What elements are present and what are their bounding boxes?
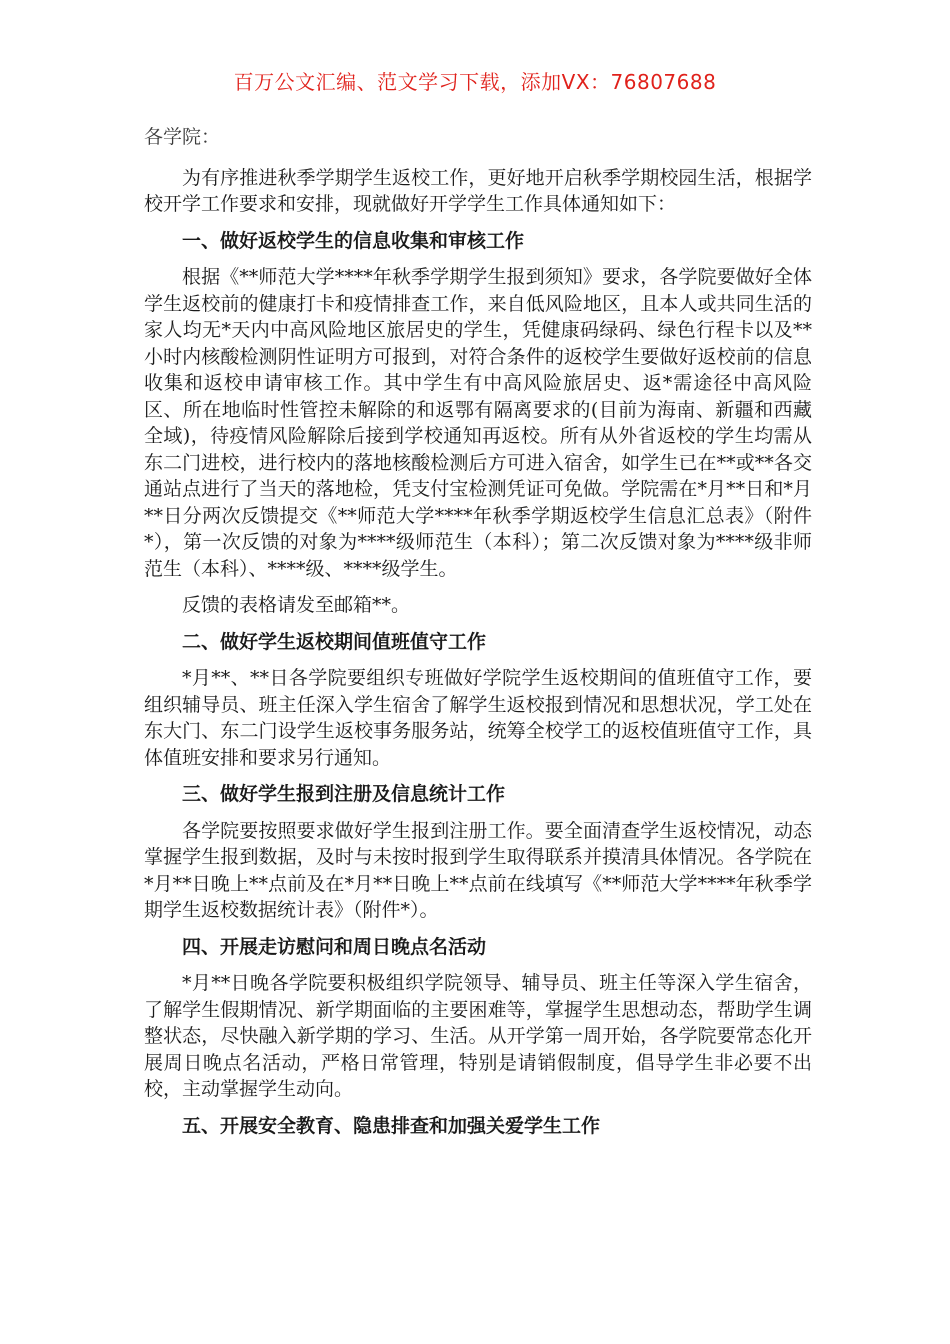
section-heading-1: 一、做好返校学生的信息收集和审核工作 <box>182 229 525 252</box>
section-1-paragraph-1: 根据《**师范大学****年秋季学期学生报到须知》要求，各学院要做好全体学生返校前的健康打卡和疫情排查工作，来自低风险地区，且本人或共同生活的家人均无*天内中高风险地区旅居史的学生，凭健康码绿码、绿色行程卡以及**小时内核酸检测阴性证明方可报到，对符合条件的返校学生要做好返校前的信息收集和返校申请审核工作。其中学生有中高风险旅居史、返*需途径中高风险区、所在地临时性管控未解除的和返鄂有隔离要求的(目前为海南、新疆和西藏全域)，待疫情风险解除后接到学校通知再返校。所有从外省返校的学生均需从东二门进校，进行校内的落地核酸检测后方可进入宿舍，如学生已在**或**各交通站点进行了当天的落地检，凭支付宝检测凭证可免做。学院需在*月**日和*月**日分两次反馈提交《**师范大学****年秋季学期返校学生信息汇总表》（附件*），第一次反馈的对象为****级师范生（本科）；第二次反馈对象为****级非师范生（本科）、****级、****级学生。 <box>144 266 812 580</box>
watermark-banner: 百万公文汇编、范文学习下载，添加VX：76807688 <box>233 70 717 94</box>
section-1-paragraph-2: 反馈的表格请发至邮箱**。 <box>182 594 411 616</box>
section-heading-5: 五、开展安全教育、隐患排查和加强关爱学生工作 <box>182 1114 601 1137</box>
section-heading-2: 二、做好学生返校期间值班值守工作 <box>182 630 487 653</box>
salutation: 各学院： <box>144 126 221 148</box>
section-3-paragraph-1: 各学院要按照要求做好学生报到注册工作。要全面清查学生返校情况，动态掌握学生报到数据，及时与未按时报到学生取得联系并摸清具体情况。各学院在*月**日晚上**点前及在*月**日晚上**点前在线填写《**师范大学****年秋季学期学生返校数据统计表》（附件*）。 <box>144 819 812 921</box>
section-4-paragraph-1: *月**日晚各学院要积极组织学院领导、辅导员、班主任等深入学生宿舍，了解学生假期情况、新学期面临的主要困难等，掌握学生思想动态，帮助学生调整状态，尽快融入新学期的学习、生活。从开学第一周开始，各学院要常态化开展周日晚点名活动，严格日常管理，特别是请销假制度，倡导学生非必要不出校，主动掌握学生动向。 <box>144 972 812 1100</box>
notice-body <box>144 124 812 1149</box>
section-heading-4: 四、开展走访慰问和周日晚点名活动 <box>182 935 487 958</box>
intro-paragraph: 为有序推进秋季学期学生返校工作，更好地开启秋季学期校园生活，根据学校开学工作要求和安排，现就做好开学学生工作具体通知如下： <box>144 166 812 215</box>
section-2-paragraph-1: *月**、**日各学院要组织专班做好学院学生返校期间的值班值守工作，要组织辅导员、班主任深入学生宿舍了解学生返校报到情况和思想状况，学工处在东大门、东二门设学生返校事务服务站，统筹全校学工的返校值班值守工作，具体值班安排和要求另行通知。 <box>144 667 812 769</box>
section-heading-3: 三、做好学生报到注册及信息统计工作 <box>182 783 506 805</box>
